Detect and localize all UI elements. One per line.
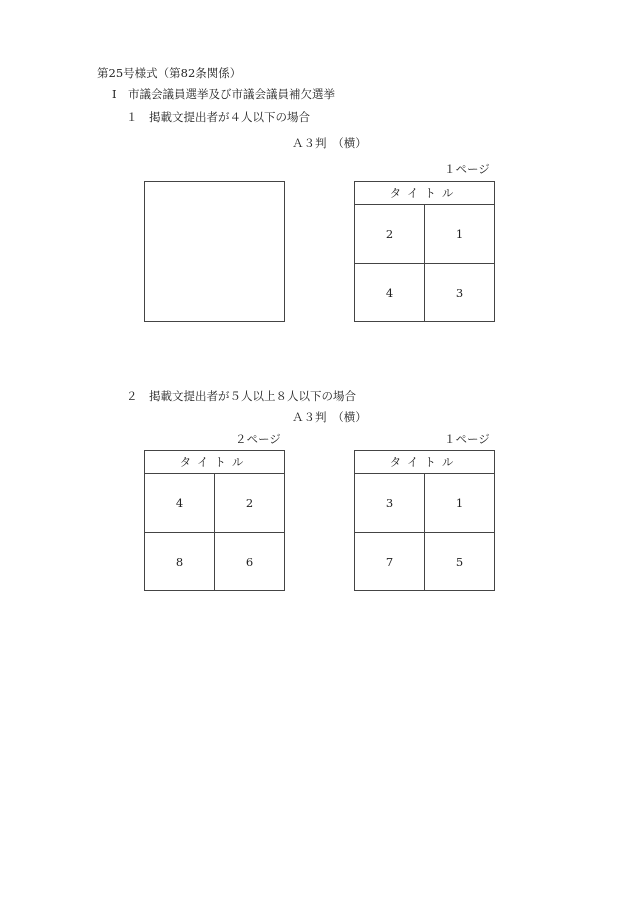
grid-cell: 8 bbox=[175, 554, 184, 569]
grid-cell: 1 bbox=[455, 227, 464, 241]
form-number: 第25号様式（第82条関係） bbox=[97, 66, 242, 80]
page-grid-1 bbox=[354, 181, 495, 322]
paper-size-label-2: Ａ３判 （横） bbox=[292, 410, 367, 424]
page-label-2-right: １ページ bbox=[444, 432, 490, 446]
page-label-2-left: ２ページ bbox=[235, 432, 281, 446]
page-label-1-right: １ページ bbox=[444, 162, 490, 176]
grid-cell: 3 bbox=[385, 496, 394, 510]
grid-cell: 2 bbox=[245, 496, 254, 510]
grid-title: タイトル bbox=[355, 182, 494, 205]
subsection-heading-1: １ 掲載文提出者が４人以下の場合 bbox=[126, 110, 310, 124]
grid-cell: 4 bbox=[385, 285, 394, 300]
grid-title: タイトル bbox=[145, 451, 284, 474]
grid-cell: 5 bbox=[455, 554, 464, 569]
grid-cell: 6 bbox=[245, 554, 254, 569]
page-grid-2-left bbox=[144, 450, 285, 591]
grid-cell: 3 bbox=[455, 285, 464, 300]
grid-cell: 1 bbox=[455, 496, 464, 510]
grid-title: タイトル bbox=[355, 451, 494, 474]
section-heading: Ⅰ 市議会議員選挙及び市議会議員補欠選挙 bbox=[112, 87, 336, 101]
grid-cell: 2 bbox=[385, 227, 394, 241]
paper-size-label-1: Ａ３判 （横） bbox=[292, 136, 367, 150]
blank-page-box bbox=[144, 181, 285, 322]
grid-cell: 4 bbox=[175, 496, 184, 510]
page-grid-2-right bbox=[354, 450, 495, 591]
subsection-heading-2: ２ 掲載文提出者が５人以上８人以下の場合 bbox=[126, 389, 356, 403]
grid-cell: 7 bbox=[385, 554, 394, 569]
